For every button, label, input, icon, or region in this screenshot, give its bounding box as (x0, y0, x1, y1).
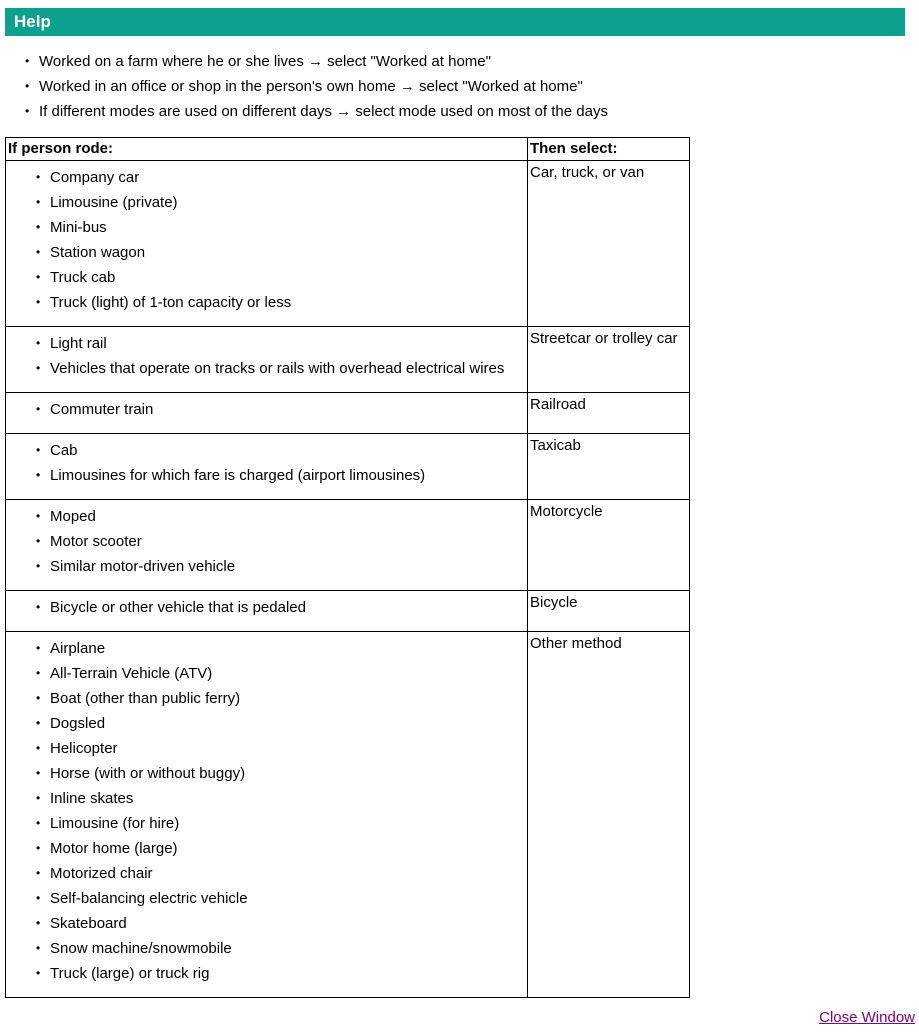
mode-example-item: • Truck (large) or truck rig (36, 961, 525, 986)
table-row (6, 591, 690, 632)
mode-example-item: • Similar motor-driven vehicle (36, 554, 525, 579)
intro-bullet-item: • Worked on a farm where he or she lives → select "Worked at home" (25, 49, 914, 74)
mode-example-item: • Limousine (for hire) (36, 811, 525, 836)
footer (5, 1009, 915, 1026)
mode-examples-cell (6, 632, 528, 998)
mode-example-item: • Limousines for which fare is charged (airport limousines) (36, 463, 525, 488)
mode-examples-cell (6, 393, 528, 434)
table-row (6, 327, 690, 393)
select-value-cell: Car, truck, or van (528, 161, 690, 327)
mode-example-item: • Motor home (large) (36, 836, 525, 861)
mode-example-item: • Limousine (private) (36, 190, 525, 215)
mode-examples-cell (6, 434, 528, 500)
mode-examples-cell (6, 500, 528, 591)
mode-example-item: • Cab (36, 438, 525, 463)
intro-bullet-list (5, 49, 914, 124)
select-value-cell: Taxicab (528, 434, 690, 500)
mode-example-item: • Self-balancing electric vehicle (36, 886, 525, 911)
intro-bullet-item: • Worked in an office or shop in the person's own home → select "Worked at home" (25, 74, 914, 99)
table-row (6, 434, 690, 500)
mode-example-item: • Airplane (36, 636, 525, 661)
mode-example-item: • All-Terrain Vehicle (ATV) (36, 661, 525, 686)
mode-example-item: • Company car (36, 165, 525, 190)
mode-example-item: • Light rail (36, 331, 525, 356)
mode-examples-cell (6, 161, 528, 327)
mode-example-item: • Bicycle or other vehicle that is pedaled (36, 595, 525, 620)
mode-example-item: • Truck (light) of 1-ton capacity or less (36, 290, 525, 315)
table-row (6, 161, 690, 327)
select-value-cell: Bicycle (528, 591, 690, 632)
mode-example-item: • Helicopter (36, 736, 525, 761)
table-row (6, 500, 690, 591)
mode-example-item: • Mini-bus (36, 215, 525, 240)
intro-bullet-item: • If different modes are used on different days → select mode used on most of the days (25, 99, 914, 124)
mode-example-item: • Snow machine/snowmobile (36, 936, 525, 961)
mode-example-item: • Truck cab (36, 265, 525, 290)
mode-mapping-table (5, 137, 690, 998)
help-header-bar (5, 8, 905, 36)
mode-examples-cell (6, 327, 528, 393)
mode-examples-cell (6, 591, 528, 632)
select-value-cell: Motorcycle (528, 500, 690, 591)
mode-example-item: • Horse (with or without buggy) (36, 761, 525, 786)
table-header-row (6, 138, 690, 161)
mode-example-item: • Boat (other than public ferry) (36, 686, 525, 711)
mode-example-item: • Skateboard (36, 911, 525, 936)
mode-example-item: • Moped (36, 504, 525, 529)
mode-example-item: • Station wagon (36, 240, 525, 265)
select-value-cell: Other method (528, 632, 690, 998)
mode-example-item: • Motor scooter (36, 529, 525, 554)
close-window-link[interactable]: Close Window (819, 1009, 915, 1026)
table-row (6, 632, 690, 998)
column-header-if-person-rode: If person rode: (6, 138, 528, 161)
mode-example-item: • Motorized chair (36, 861, 525, 886)
select-value-cell: Railroad (528, 393, 690, 434)
select-value-cell: Streetcar or trolley car (528, 327, 690, 393)
mode-example-item: • Dogsled (36, 711, 525, 736)
mode-example-item: • Inline skates (36, 786, 525, 811)
table-row (6, 393, 690, 434)
mode-example-item: • Vehicles that operate on tracks or rails with overhead electrical wires (36, 356, 525, 381)
page-title: Help (14, 12, 51, 31)
column-header-then-select: Then select: (528, 138, 690, 161)
mode-example-item: • Commuter train (36, 397, 525, 422)
